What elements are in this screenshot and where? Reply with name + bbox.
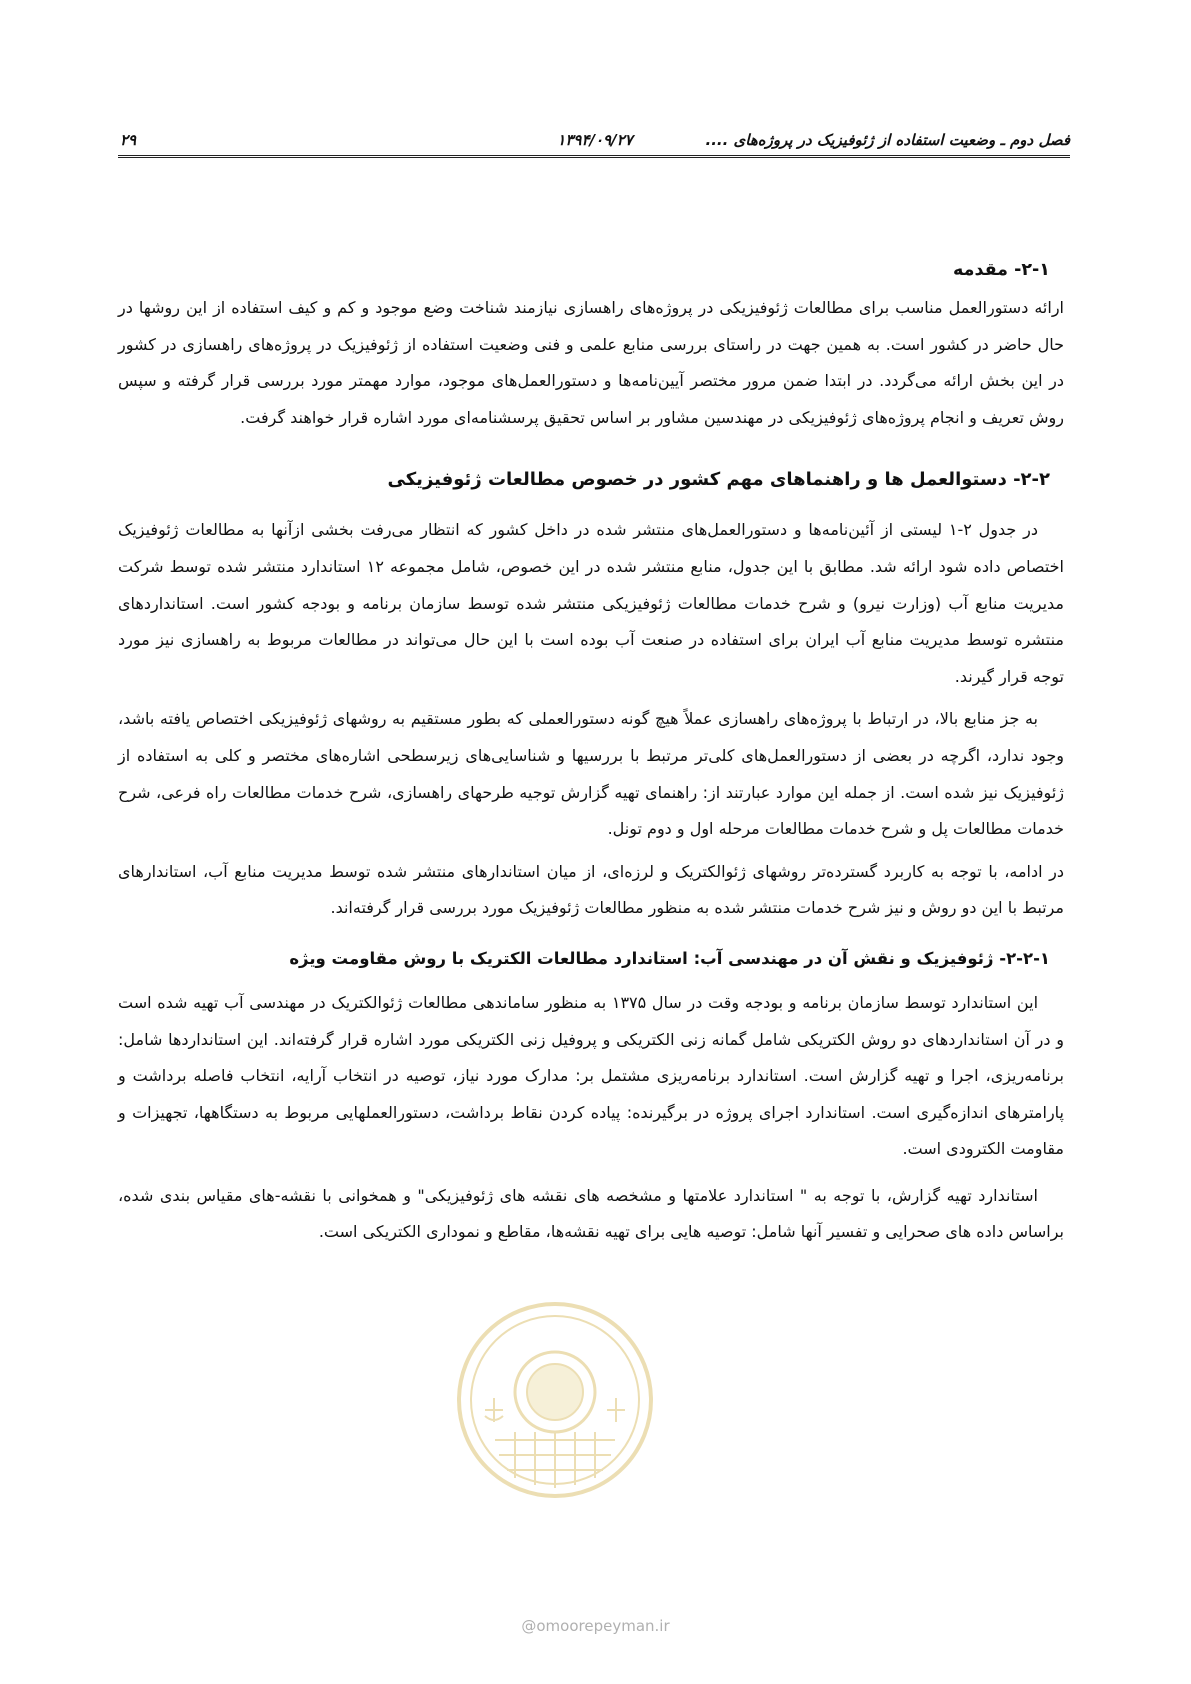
section-heading-intro: ۲-۱- مقدمه: [953, 260, 1050, 280]
header-date: ۱۳۹۴/۰۹/۲۷: [557, 131, 633, 149]
paragraph-guidelines-1: در جدول ۲-۱ لیستی از آئین‌نامه‌ها و دستورالعمل‌های منتشر شده در داخل کشور که انتظار می‌رفت بخشی ازآنها به مطالعات ژئوفیزیک اختصاص داده شود ارائه شد. مطابق با این جدول، منابع منتشر شده در این خصوص، شامل مجموعه ۱۲ استاندارد منتشر شده توسط شرکت مدیریت منابع آب (وزارت نیرو) و شرح خدمات مطالعات ژئوفیزیکی منتشر شده توسط سازمان برنامه و بودجه کشور است. استانداردهای منتشره توسط مدیریت منابع آب ایران برای استفاده در صنعت آب بوده است با این حال می‌تواند در مطالعات مربوط به راهسازی نیز مورد توجه قرار گیرند.: [118, 520, 1064, 686]
document-body: [118, 252, 1064, 1251]
subsection-heading-resistivity: ۲-۲-۱- ژئوفیزیک و نقش آن در مهندسی آب: استاندارد مطالعات الکتریک با روش مقاومت ویژه: [289, 948, 1050, 968]
watermark-seal-icon: [455, 1300, 655, 1500]
paragraph-intro: ارائه دستورالعمل مناسب برای مطالعات ژئوفیزیکی در پروژه‌های راهسازی نیازمند شناخت وضع موجود و کم و کیف استفاده از این روشها در حال حاضر در کشور است. به همین جهت در راستای بررسی منابع علمی و فنی وضعیت استفاده از ژئوفیزیک در پروژه‌های راهسازی در کشور در این بخش ارائه می‌گردد. در ابتدا ضمن مرور مختصر آیین‌نامه‌ها و دستورالعمل‌های موجود، موارد مهمتر مورد بررسی قرار گرفته و سپس روش تعریف و انجام پروژه‌های ژئوفیزیکی در مهندسین مشاور بر اساس تحقیق پرسشنامه‌ای مورد اشاره قرار خواهند گرفت.: [118, 298, 1064, 427]
chapter-title: فصل دوم ـ وضعیت استفاده از ژئوفیزیک در پروژه‌های ....: [705, 131, 1070, 149]
section-heading-guidelines: ۲-۲- دستوالعمل ها و راهنماهای مهم کشور در خصوص مطالعات ژئوفیزیکی: [387, 469, 1050, 491]
paragraph-resistivity-1: این استاندارد توسط سازمان برنامه و بودجه وقت در سال ۱۳۷۵ به منظور ساماندهی مطالعات ژئوالکتریک در مهندسی آب تهیه شده است و در آن استانداردهای دو روش الکتریکی شامل گمانه زنی الکتریکی و پروفیل زنی الکتریکی مورد اشاره قرار گرفته‌اند. این استانداردها شامل: برنامه‌ریزی، اجرا و تهیه گزارش است. استاندارد برنامه‌ریزی مشتمل بر: مدارک مورد نیاز، توصیه در انتخاب آرایه، انتخاب فاصله برداشت و پارامترهای اندازه‌گیری است. استاندارد اجرای پروژه در برگیرنده: پیاده کردن نقاط برداشت، دستورالعملهایی مربوط به دستگاهها، تجهیزات و مقاومت الکترودی است.: [118, 992, 1064, 1159]
page-number: ۲۹: [120, 131, 137, 149]
paragraph-guidelines-2: به جز منابع بالا، در ارتباط با پروژه‌های راهسازی عملاً هیچ گونه دستورالعملی که بطور مستقیم به روشهای ژئوفیزیکی اختصاص یافته باشد، وجود ندارد، اگرچه در بعضی از دستورالعمل‌های کلی‌تر مرتبط با بررسیها و شناسایی‌های زیرسطحی اشاره‌های مختصر و کلی به استفاده از ژئوفیزیک نیز شده است. از جمله این موارد عبارتند از: راهنمای تهیه گزارش توجیه طرحهای راهسازی، شرح خدمات مطالعات راه فرعی، شرح خدمات مطالعات پل و شرح خدمات مطالعات مرحله اول و دوم تونل.: [118, 709, 1064, 839]
watermark-url: @omoorepeyman.ir: [521, 1617, 670, 1635]
page-header: [120, 128, 1070, 154]
paragraph-resistivity-2: استاندارد تهیه گزارش، با توجه به " استاندارد علامتها و مشخصه های نقشه های ژئوفیزیکی" و همخوانی با نقشه-های مقیاس بندی شده، براساس داده های صحرایی و تفسیر آنها شامل: توصیه هایی برای تهیه نقشه‌ها، مقاطع و نمودار‌ی الکتریکی است.: [118, 1185, 1064, 1242]
header-divider: [118, 155, 1070, 158]
paragraph-guidelines-3: در ادامه، با توجه به کاربرد گسترده‌تر روشهای ژئوالکتریک و لرزه‌ای، از میان استاندارهای منتشر شده توسط مدیریت منابع آب، استاندارهای مرتبط با این دو روش و نیز شرح خدمات منتشر شده به منظور مطالعات ژئوفیزیک مورد بررسی قرار گرفته‌اند.: [118, 861, 1064, 918]
